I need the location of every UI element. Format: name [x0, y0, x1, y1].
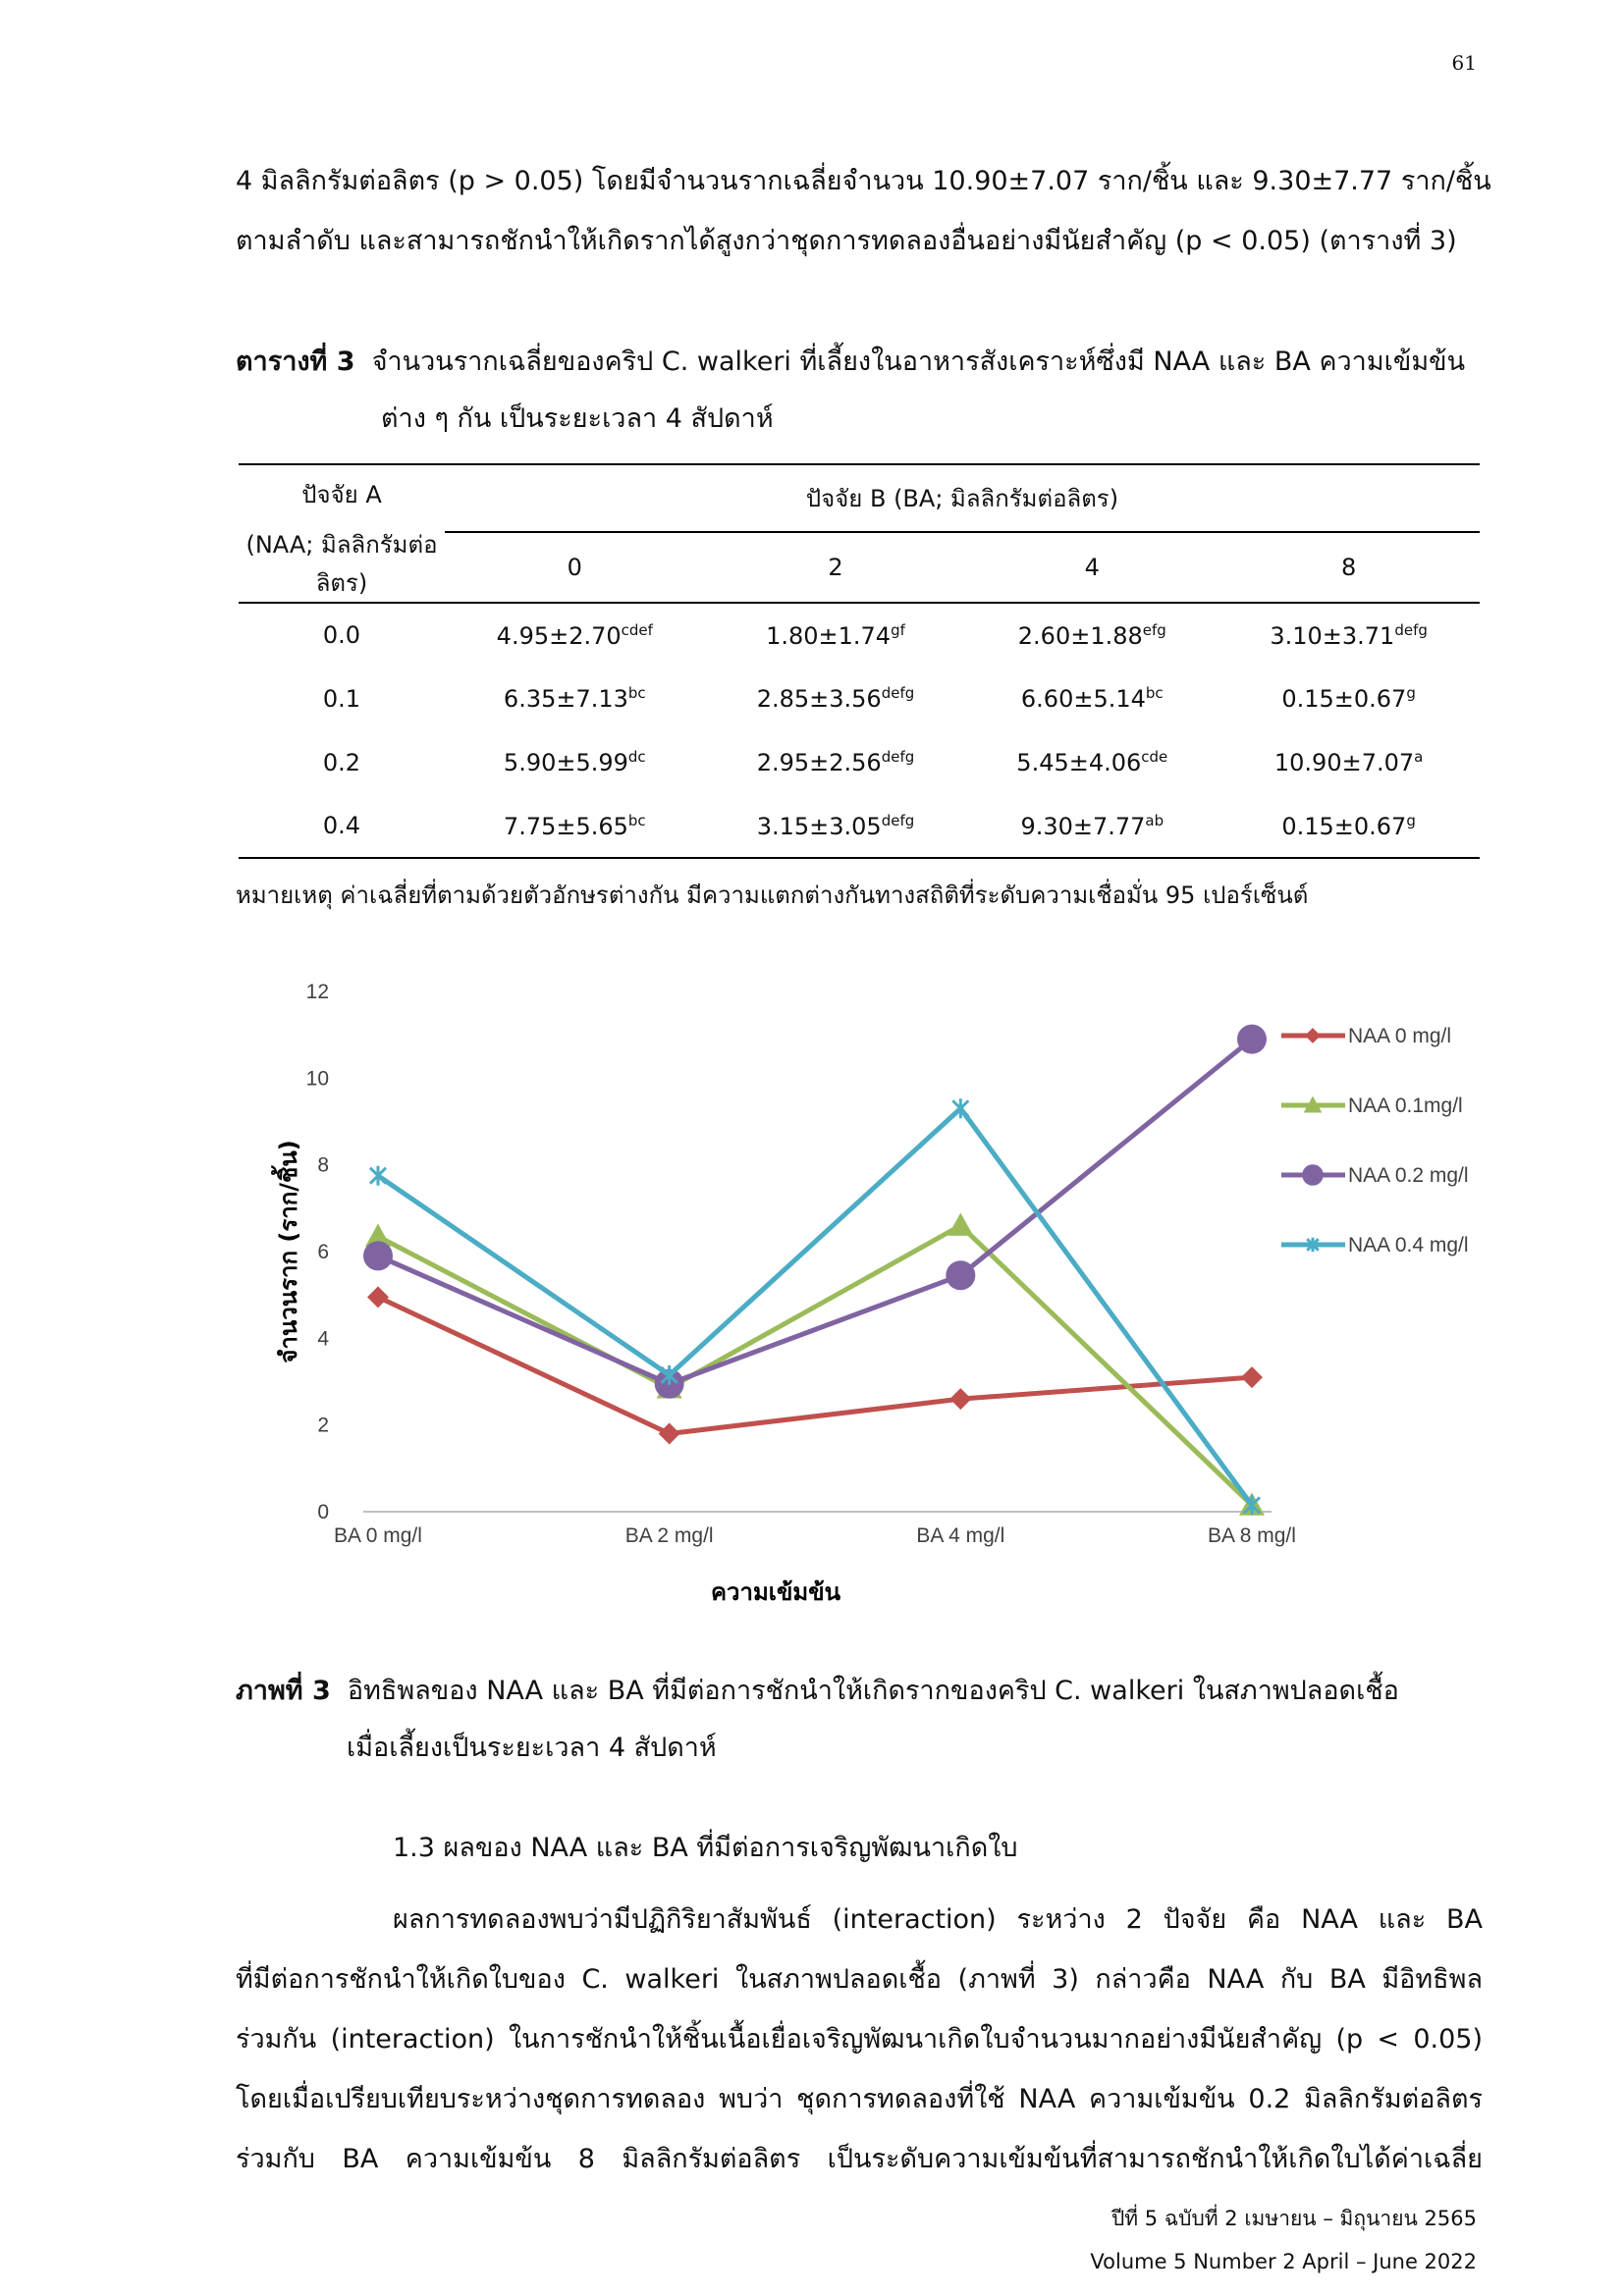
factor-a-unit: (NAA; มิลลิกรัมต่อลิตร)	[245, 531, 438, 597]
data-point-series-3	[363, 1241, 393, 1270]
table-cell: 7.75±5.65$^{bc}$	[503, 811, 646, 840]
table-cell: 6.35±7.13$^{bc}$	[503, 684, 646, 713]
section-subheading: 1.3 ผลของ NAA และ BA ที่มีต่อการเจริญพัฒนาเกิดใบ	[393, 1833, 1018, 1863]
data-point-series-1	[949, 1388, 971, 1410]
intro-paragraph	[236, 151, 1491, 271]
table-row	[239, 667, 1480, 730]
legend-label: NAA 0.4 mg/l	[1348, 1234, 1469, 1256]
series-line-3	[378, 1040, 1252, 1384]
intro-line: 4 มิลลิกรัมต่อลิตร (p > 0.05) โดยมีจำนวนรากเฉลี่ยจำนวน 10.90±7.07 ราก/ชิ้น และ 9.30±7.77 ราก/ชิ้น	[236, 166, 1491, 196]
legend-marker	[1305, 1028, 1321, 1043]
root-count-line-chart	[236, 967, 1532, 1625]
x-tick-label: BA 2 mg/l	[624, 1524, 714, 1547]
table-row	[239, 794, 1480, 858]
footer-english: Volume 5 Number 2 April – June 2022	[1090, 2250, 1477, 2273]
table-cell: $2.85\pm 3.56^{defg}$	[756, 684, 915, 713]
x-tick-label: BA 0 mg/l	[334, 1524, 422, 1547]
y-tick-label: 8	[317, 1153, 329, 1177]
y-tick-label: 2	[317, 1414, 329, 1437]
data-point-series-3	[946, 1260, 975, 1290]
x-tick-label: BA 4 mg/l	[916, 1524, 1005, 1547]
table-cell: 0.15±0.67$^g$	[1281, 684, 1416, 713]
legend-label: NAA 0.1mg/l	[1348, 1095, 1463, 1117]
table-cell: 5.45±4.06$^{cde}$	[1016, 748, 1168, 776]
data-point-series-1	[367, 1286, 389, 1308]
root-count-table	[239, 463, 1480, 859]
body-line: ผลการทดลองพบว่ามีปฏิกิริยาสัมพันธ์ (interaction) ระหว่าง 2 ปัจจัย คือ NAA และ BA	[393, 1904, 1483, 1935]
data-point-series-2	[947, 1213, 973, 1236]
data-point-series-1	[659, 1423, 680, 1445]
body-line: ร่วมกับ BA ความเข้มข้น 8 มิลลิกรัมต่อลิตร เป็นระดับความเข้มข้นที่สามารถชักนำให้เกิดใบได้ค่าเฉลี่ย	[236, 2144, 1483, 2174]
table-cell: 5.90±5.99$^{dc}$	[503, 748, 646, 776]
ba-level-header: 2	[828, 554, 843, 582]
naa-level: 0.1	[322, 684, 361, 713]
body-line: โดยเมื่อเปรียบเทียบระหว่างชุดการทดลอง พบว่า ชุดการทดลองที่ใช้ NAA ความเข้มข้น 0.2 มิลลิกรัมต่อลิตร	[236, 2084, 1483, 2114]
body-line: ที่มีต่อการชักนำให้เกิดใบของ C. walkeri ในสภาพปลอดเชื้อ (ภาพที่ 3) กล่าวคือ NAA กับ BA มีอิทธิพล	[236, 1964, 1483, 1995]
data-point-series-1	[1241, 1366, 1263, 1388]
table-cell: 1.80±1.74$^{gf}$	[766, 620, 905, 650]
y-tick-label: 4	[317, 1327, 329, 1351]
table-row	[239, 730, 1480, 794]
table-note: หมายเหตุ ค่าเฉลี่ยที่ตามด้วยตัวอักษรต่างกัน มีความแตกต่างกันทางสถิติที่ระดับความเชื่อมั่น 95 เปอร์เซ็นต์	[236, 881, 1309, 909]
table-cell: 6.60±5.14$^{bc}$	[1020, 684, 1164, 713]
factor-a-header	[239, 464, 445, 603]
naa-level: 0.0	[322, 621, 361, 649]
table-caption-text: จำนวนรากเฉลี่ยของคริป C. walkeri ที่เลี้ยงในอาหารสังเคราะห์ซึ่งมี NAA และ BA ความเข้มข้น	[371, 347, 1466, 377]
table-row	[239, 603, 1480, 667]
figure-caption-text-2: เมื่อเลี้ยงเป็นระยะเวลา 4 สัปดาห์	[347, 1733, 717, 1763]
data-point-series-3	[1237, 1025, 1267, 1054]
figure-caption-text: อิทธิพลของ NAA และ BA ที่มีต่อการชักนำให้เกิดรากของคริป C. walkeri ในสภาพปลอดเชื้อ	[347, 1676, 1399, 1706]
ba-level-header: 0	[567, 554, 582, 582]
data-point-series-4	[952, 1098, 968, 1118]
y-tick-label: 0	[317, 1501, 329, 1523]
table-caption-label: ตารางที่ 3	[236, 347, 355, 377]
table-cell: 2.60±1.88$^{efg}$	[1017, 620, 1166, 650]
figure-caption	[236, 1663, 1483, 1777]
intro-line: ตามลำดับ และสามารถชักนำให้เกิดรากได้สูงกว่าชุดการทดลองอื่นอย่างมีนัยสำคัญ (p < 0.05) (ตารางที่ 3)	[236, 226, 1457, 256]
legend-label: NAA 0 mg/l	[1348, 1025, 1452, 1047]
body-line: ร่วมกัน (interaction) ในการชักนำให้ชิ้นเนื้อเยื่อเจริญพัฒนาเกิดใบจำนวนมากอย่างมีนัยสำคัญ (p < 0.05)	[236, 2024, 1483, 2055]
ba-level-header: 4	[1084, 554, 1100, 582]
x-axis-title: ความเข้มข้น	[710, 1578, 841, 1606]
data-point-series-4	[370, 1166, 386, 1186]
factor-b-header: ปัจจัย B (BA; มิลลิกรัมต่อลิตร)	[445, 464, 1480, 532]
table-cell: 9.30±7.77$^{ab}$	[1020, 811, 1164, 840]
legend-label: NAA 0.2 mg/l	[1348, 1164, 1469, 1187]
ba-level-header: 8	[1340, 554, 1357, 582]
table-caption-text-2: ต่าง ๆ กัน เป็นระยะเวลา 4 สัปดาห์	[381, 403, 774, 434]
factor-a-title: ปัจจัย A	[301, 481, 382, 508]
y-tick-label: 10	[305, 1067, 329, 1091]
table-cell: 0.15±0.67$^g$	[1281, 811, 1416, 840]
y-axis-title: จำนวนราก (ราก/ชิ้น)	[275, 1140, 302, 1363]
table-cell: 10.90±7.07$^a$	[1273, 748, 1424, 776]
y-tick-label: 6	[317, 1241, 329, 1263]
footer-thai: ปีที่ 5 ฉบับที่ 2 เมษายน – มิถุนายน 2565	[1110, 2207, 1477, 2230]
table-cell: $3.10\pm 3.71^{defg}$	[1270, 620, 1428, 650]
body-paragraph	[236, 1890, 1483, 2189]
table-cell: $4.95\pm 2.70^{cdef}$	[496, 620, 653, 650]
table-cell: $2.95\pm 2.56^{defg}$	[756, 748, 915, 776]
table-cell: $3.15\pm 3.05^{defg}$	[756, 811, 915, 840]
series-line-1	[378, 1297, 1252, 1433]
y-tick-label: 12	[305, 981, 329, 1003]
naa-level: 0.4	[322, 812, 361, 839]
x-tick-label: BA 8 mg/l	[1208, 1524, 1296, 1547]
table-caption	[236, 334, 1483, 448]
legend-marker	[1302, 1164, 1324, 1186]
page-number: 61	[1451, 51, 1477, 75]
figure-caption-label: ภาพที่ 3	[236, 1676, 331, 1706]
naa-level: 0.2	[322, 748, 361, 776]
